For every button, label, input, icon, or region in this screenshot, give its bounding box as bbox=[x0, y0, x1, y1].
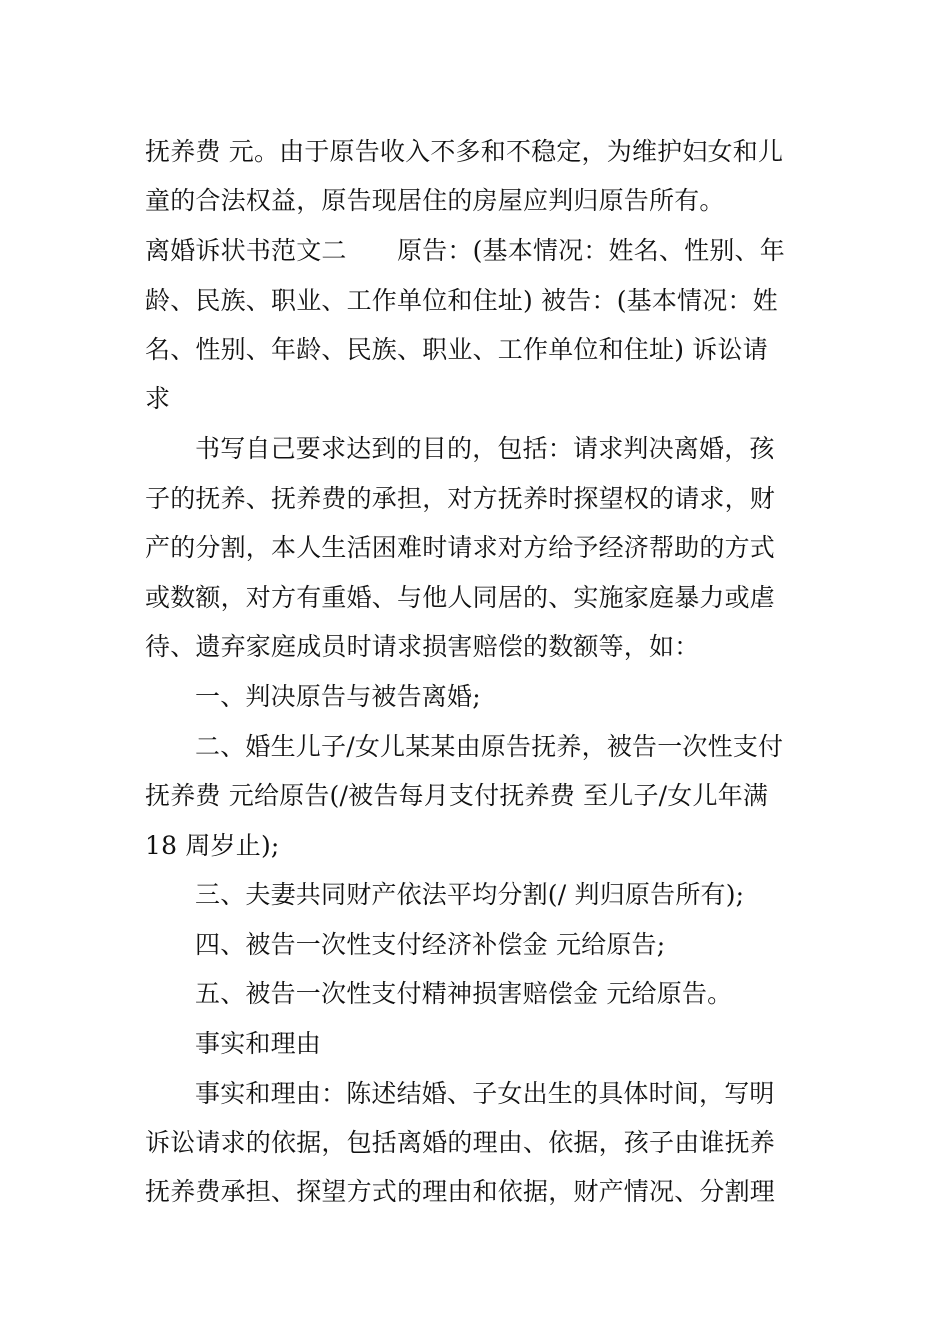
text-line: 离婚诉状书范文二 原告：(基本情况：姓名、性别、年 bbox=[145, 236, 785, 265]
text-line: 求 bbox=[145, 384, 171, 413]
text-line: 抚养费 元给原告(/被告每月支付抚养费 至儿子/女儿年满 bbox=[145, 781, 769, 810]
text-line: 名、性别、年龄、民族、职业、工作单位和住址) 诉讼请 bbox=[145, 335, 768, 364]
text-line: 事实和理由：陈述结婚、子女出生的具体时间，写明 bbox=[195, 1079, 775, 1108]
text-line: 或数额，对方有重婚、与他人同居的、实施家庭暴力或虐 bbox=[145, 583, 776, 612]
text-line: 诉讼请求的依据，包括离婚的理由、依据，孩子由谁抚养 bbox=[145, 1128, 776, 1157]
text-line: 待、遗弃家庭成员时请求损害赔偿的数额等，如： bbox=[145, 632, 700, 661]
text-line: 产的分割，本人生活困难时请求对方给予经济帮助的方式 bbox=[145, 533, 776, 562]
text-line: 童的合法权益，原告现居住的房屋应判归原告所有。 bbox=[145, 186, 725, 215]
text-line: 三、夫妻共同财产依法平均分割(/ 判归原告所有); bbox=[195, 880, 745, 909]
text-line: 二、婚生儿子/女儿某某由原告抚养，被告一次性支付 bbox=[195, 732, 784, 761]
text-line: 子的抚养、抚养费的承担，对方抚养时探望权的请求，财 bbox=[145, 484, 776, 513]
text-line: 抚养费 元。由于原告收入不多和不稳定，为维护妇女和儿 bbox=[145, 137, 784, 166]
text-line: 事实和理由 bbox=[195, 1029, 322, 1058]
text-line: 书写自己要求达到的目的，包括：请求判决离婚，孩 bbox=[195, 434, 775, 463]
text-line: 龄、民族、职业、工作单位和住址) 被告：(基本情况：姓 bbox=[145, 286, 778, 315]
text-line: 抚养费承担、探望方式的理由和依据，财产情况、分割理 bbox=[145, 1177, 776, 1206]
text-line: 五、被告一次性支付精神损害赔偿金 元给原告。 bbox=[195, 979, 733, 1008]
text-line: 四、被告一次性支付经济补偿金 元给原告; bbox=[195, 930, 666, 959]
text-line: 18 周岁止); bbox=[145, 831, 280, 860]
text-line: 一、判决原告与被告离婚; bbox=[195, 682, 481, 711]
